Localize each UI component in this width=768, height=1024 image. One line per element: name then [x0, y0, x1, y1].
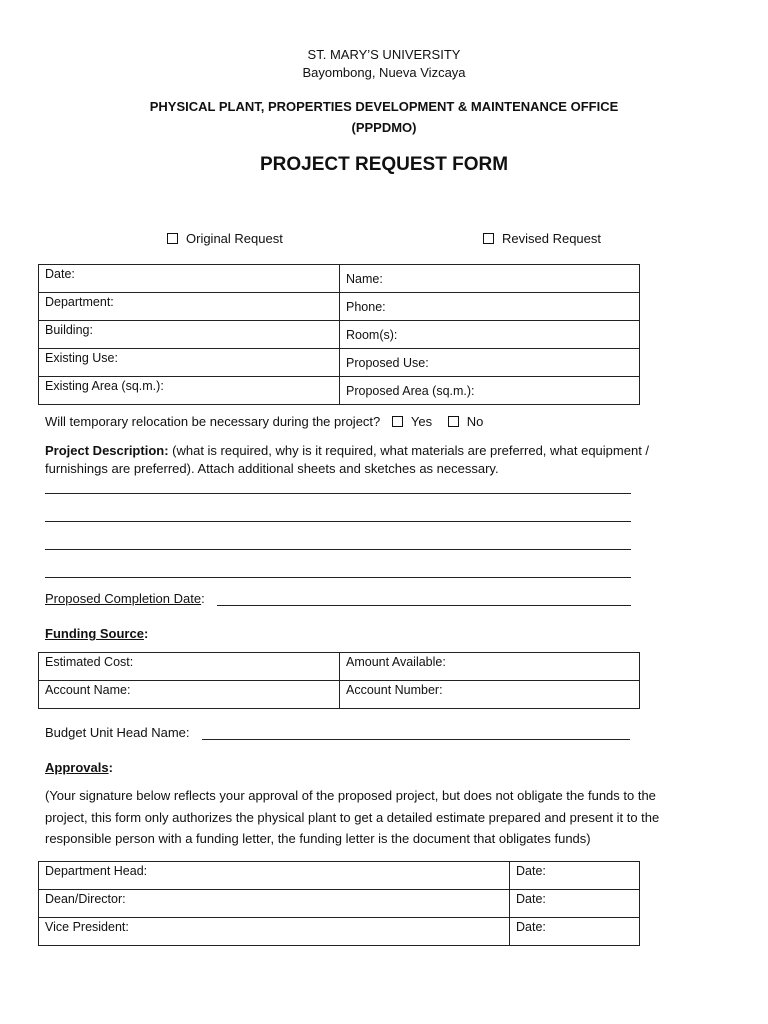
original-request-checkbox[interactable] — [167, 233, 178, 244]
table-row — [39, 681, 640, 709]
estimated-cost-field[interactable]: Estimated Cost: — [39, 653, 340, 681]
approvals-note-line2: project, this form only authorizes the physical plant to get a detailed estimate prepared and present it to the — [45, 809, 660, 825]
description-line-3[interactable] — [45, 549, 631, 550]
table-row — [39, 377, 640, 405]
approvals-label: Approvals — [45, 760, 109, 775]
project-description-line1: (what is required, why is it required, what materials are preferred, what equipment / — [168, 443, 650, 458]
relocation-question: Will temporary relocation be necessary during the project? — [45, 414, 381, 429]
funding-source-colon: : — [143, 626, 149, 641]
department-field[interactable]: Department: — [39, 293, 340, 321]
office-name: PHYSICAL PLANT, PROPERTIES DEVELOPMENT & MAINTENANCE OFFICE — [149, 99, 619, 114]
project-description-line2: furnishings are preferred). Attach additional sheets and sketches as necessary. — [45, 461, 499, 476]
table-row — [39, 918, 640, 946]
phone-field[interactable]: Phone: — [340, 293, 640, 321]
dean-director-field[interactable]: Dean/Director: — [39, 890, 510, 918]
form-title: PROJECT REQUEST FORM — [259, 154, 509, 175]
account-number-field[interactable]: Account Number: — [340, 681, 640, 709]
university-name: ST. MARY’S UNIVERSITY — [307, 47, 461, 62]
completion-date-label: Proposed Completion Date — [45, 591, 202, 606]
existing-area-field[interactable]: Existing Area (sq.m.): — [39, 377, 340, 405]
approvals-note-line3: responsible person with a funding letter, the funding letter is the document that obligates funds) — [45, 831, 591, 846]
table-row — [39, 321, 640, 349]
vice-president-field[interactable]: Vice President: — [39, 918, 510, 946]
dean-director-date-field[interactable]: Date: — [510, 890, 640, 918]
relocation-no-label: No — [466, 414, 484, 429]
budget-head-label: Budget Unit Head Name: — [45, 725, 190, 740]
funding-table — [38, 652, 640, 709]
project-description-label: Project Description: — [45, 443, 169, 458]
existing-use-field[interactable]: Existing Use: — [39, 349, 340, 377]
date-field[interactable]: Date: — [39, 265, 340, 293]
building-field[interactable]: Building: — [39, 321, 340, 349]
funding-source-label: Funding Source — [45, 626, 144, 641]
approvals-note — [45, 785, 735, 850]
approvals-heading — [45, 759, 113, 777]
budget-head-line[interactable] — [202, 739, 630, 740]
relocation-yes-label: Yes — [410, 414, 433, 429]
original-request-option[interactable] — [167, 231, 283, 246]
revised-request-label: Revised Request — [502, 231, 601, 246]
university-location: Bayombong, Nueva Vizcaya — [302, 65, 466, 80]
proposed-use-field[interactable]: Proposed Use: — [340, 349, 640, 377]
table-row — [39, 862, 640, 890]
revised-request-option[interactable] — [483, 231, 601, 246]
table-row — [39, 293, 640, 321]
department-head-date-field[interactable]: Date: — [510, 862, 640, 890]
approvals-colon: : — [108, 760, 113, 775]
vice-president-date-field[interactable]: Date: — [510, 918, 640, 946]
table-row — [39, 349, 640, 377]
office-abbreviation: (PPPDMO) — [351, 120, 417, 135]
relocation-yes-checkbox[interactable] — [392, 416, 403, 427]
description-line-1[interactable] — [45, 493, 631, 494]
description-line-4[interactable] — [45, 577, 631, 578]
completion-date-label-row — [45, 590, 205, 608]
description-line-2[interactable] — [45, 521, 631, 522]
approvals-table — [38, 861, 640, 946]
name-field[interactable]: Name: — [340, 265, 640, 293]
project-description — [45, 442, 735, 478]
requester-info-table — [38, 264, 640, 405]
table-row — [39, 265, 640, 293]
department-head-field[interactable]: Department Head: — [39, 862, 510, 890]
approvals-note-line1: (Your signature below reflects your approval of the proposed project, but does not obligate the funds to the — [45, 788, 656, 803]
completion-date-line[interactable] — [217, 605, 631, 606]
proposed-area-field[interactable]: Proposed Area (sq.m.): — [340, 377, 640, 405]
table-row — [39, 890, 640, 918]
original-request-label: Original Request — [186, 231, 283, 246]
completion-date-colon: : — [201, 591, 205, 606]
revised-request-checkbox[interactable] — [483, 233, 494, 244]
funding-source-heading — [45, 625, 148, 643]
account-name-field[interactable]: Account Name: — [39, 681, 340, 709]
rooms-field[interactable]: Room(s): — [340, 321, 640, 349]
table-row — [39, 653, 640, 681]
relocation-question-row — [45, 413, 483, 431]
relocation-no-checkbox[interactable] — [448, 416, 459, 427]
amount-available-field[interactable]: Amount Available: — [340, 653, 640, 681]
